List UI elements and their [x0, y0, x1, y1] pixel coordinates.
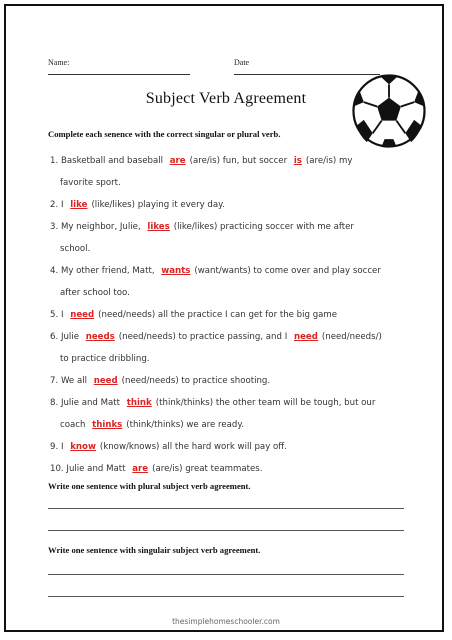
- answer-blank[interactable]: know: [70, 442, 96, 452]
- item-text: My neighbor, Julie,: [60, 222, 144, 232]
- exercise-item: [50, 304, 406, 326]
- soccer-ball-icon: [352, 74, 426, 148]
- date-label: Date: [234, 58, 250, 67]
- item-text: Julie and Matt: [66, 464, 129, 474]
- exercise-item: [50, 436, 406, 458]
- exercise-item: [50, 216, 406, 260]
- name-label: Name:: [48, 58, 70, 67]
- write-prompt-plural: Write one sentence with plural subject verb agreement.: [48, 481, 251, 491]
- exercise-item: [50, 326, 406, 370]
- answer-blank[interactable]: needs: [85, 332, 115, 342]
- item-text: (need/needs) all the practice I can get for the big game: [98, 310, 338, 320]
- item-text: (are/is) my: [305, 156, 353, 166]
- item-number: 3.: [50, 222, 59, 232]
- name-line[interactable]: [48, 74, 190, 75]
- item-text: (are/is) fun, but soccer: [189, 156, 290, 166]
- item-text: I: [60, 200, 67, 210]
- item-text: after school too.: [60, 288, 130, 298]
- worksheet-title: Subject Verb Agreement: [145, 90, 307, 107]
- item-number: 10.: [50, 464, 64, 474]
- item-number: 8.: [50, 398, 59, 408]
- item-text: (are/is) great teammates.: [152, 464, 263, 474]
- answer-blank[interactable]: are: [169, 156, 186, 166]
- answer-blank[interactable]: need: [70, 310, 95, 320]
- item-text: (need/needs) to practice shooting.: [121, 376, 271, 386]
- item-text: (think/thinks) the other team will be tough, but our: [155, 398, 376, 408]
- item-text: (know/knows) all the hard work will pay off.: [99, 442, 287, 452]
- answer-blank[interactable]: likes: [147, 222, 170, 232]
- exercise-item: [50, 260, 406, 304]
- item-text: (need/needs) to practice passing, and I: [118, 332, 290, 342]
- answer-line[interactable]: [48, 530, 404, 531]
- answer-line[interactable]: [48, 508, 404, 509]
- item-number: 1.: [50, 156, 59, 166]
- footer-url: thesimplehomeschooler.com: [172, 617, 280, 626]
- answer-blank[interactable]: wants: [161, 266, 191, 276]
- answer-blank[interactable]: think: [126, 398, 152, 408]
- item-text: school.: [60, 244, 91, 254]
- answer-blank[interactable]: like: [70, 200, 88, 210]
- item-text: (need/needs/): [321, 332, 382, 342]
- answer-blank[interactable]: need: [93, 376, 118, 386]
- item-text: Julie: [60, 332, 82, 342]
- exercise-item: [50, 194, 406, 216]
- item-text: (want/wants) to come over and play soccer: [194, 266, 381, 276]
- exercise-item: [50, 392, 406, 436]
- item-text: (like/likes) playing it every day.: [91, 200, 225, 210]
- write-prompt-singular: Write one sentence with singulair subject verb agreement.: [48, 545, 261, 555]
- item-text: coach: [60, 420, 89, 430]
- item-number: 2.: [50, 200, 59, 210]
- answer-blank[interactable]: need: [293, 332, 318, 342]
- item-number: 5.: [50, 310, 59, 320]
- exercise-item: [50, 370, 406, 392]
- item-text: I: [60, 310, 67, 320]
- answer-blank[interactable]: thinks: [92, 420, 123, 430]
- item-text: Julie and Matt: [60, 398, 123, 408]
- item-number: 4.: [50, 266, 59, 276]
- item-number: 6.: [50, 332, 59, 342]
- answer-line[interactable]: [48, 574, 404, 575]
- item-text: My other friend, Matt,: [60, 266, 158, 276]
- item-text: I: [60, 442, 67, 452]
- item-text: to practice dribbling.: [60, 354, 150, 364]
- answer-blank[interactable]: is: [293, 156, 302, 166]
- item-text: (like/likes) practicing soccer with me after: [173, 222, 354, 232]
- exercise-item: [50, 458, 406, 480]
- item-text: (think/thinks) we are ready.: [126, 420, 244, 430]
- answer-line[interactable]: [48, 596, 404, 597]
- item-text: We all: [60, 376, 90, 386]
- item-number: 9.: [50, 442, 59, 452]
- instructions: Complete each senence with the correct singular or plural verb.: [48, 129, 281, 139]
- item-text: favorite sport.: [60, 178, 121, 188]
- exercise-item: [50, 150, 406, 194]
- answer-blank[interactable]: are: [132, 464, 149, 474]
- item-text: Basketball and baseball: [60, 156, 166, 166]
- item-number: 7.: [50, 376, 59, 386]
